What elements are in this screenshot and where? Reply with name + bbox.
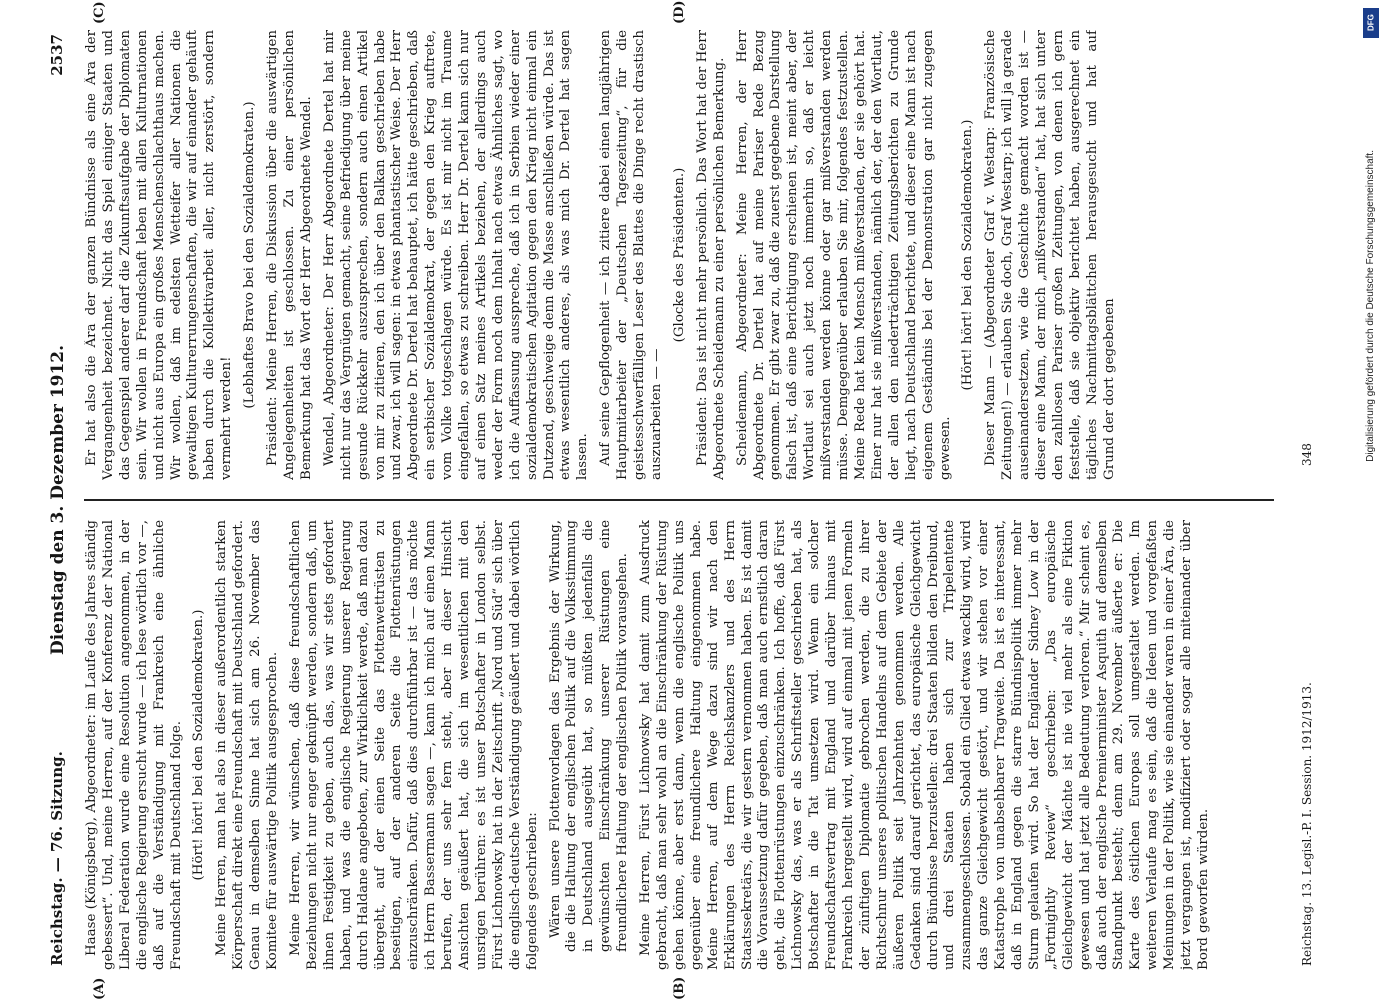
paragraph: Präsident: Das ist nicht mehr persönlich. Das Wort hat der Herr Abgeordnete Scheidemann zu einer persönlichen Bemerkung.: [694, 30, 727, 480]
page-header: [44, 30, 70, 970]
column-divider: [84, 500, 1274, 502]
paragraph: Meine Herren, wir wünschen, daß diese freundschaftlichen Beziehungen nicht nur enger geknüpft werden, sondern daß, um ihnen Festigkeit zu geben, auch das, was wir stets gefordert haben, und was die englische Regierung unserer Regierung durch Haldane angeboten, zur Wirklichkeit werde, daß man dazu übergeht, auf der einen Seite das Flottenwettrüsten zu beseitigen, auf der anderen Seite die Flottenrüstungen einzuschränken. Dafür, daß dies durchführbar ist — das möchte ich Herrn Bassermann sagen —, kann ich mich auf einen Mann berufen, der uns sehr fern steht, aber in dieser Hinsicht Ansichten geäußert hat, die sich im wesentlichen mit den unsrigen berühren: es ist unser Botschafter in London selbst. Fürst Lichnowsky hat in der Zeitschrift „Nord und Süd“ sich über die englisch-deutsche Verständigung geäußert und dabei wörtlich folgendes geschrieben:: [287, 520, 540, 970]
margin-marker-c: (C): [91, 1, 107, 24]
header-session: Reichstag. — 76. Sitzung.: [47, 751, 66, 966]
footer-legislature: Reichstag. 13. Legisl.-P. I. Session. 1912/1913.: [1299, 682, 1314, 966]
digitization-credit: Digitalisierung gefördert durch die Deutsche Forschungsgemeinschaft.: [1365, 150, 1376, 462]
header-date: Dienstag den 3. Dezember 1912.: [47, 344, 68, 656]
margin-marker-a: (A): [91, 977, 107, 1000]
paragraph: Er hat also die Ära der ganzen Bündnisse als eine Ära der Vergangenheit bezeichnet. Nicht das Spiel einiger Staaten und das Gegenspiel anderer darf die Zukunftsaufgabe der Diplomaten sein. Wir wollen in Freundschaft leben mit allen Kulturnationen und nicht aus Europa ein großes Menschenschlachthaus machen. Wir wollen, daß im edelsten Wetteifer aller Nationen die gewaltigen Kulturerrungenschaften, die wir auf einander gehäuft haben durch die Kollektivarbeit aller, nicht zerstört, sondern vermehrt werden!: [83, 30, 234, 480]
margin-marker-b: (B): [671, 976, 687, 1000]
block-quote: Wären unsere Flottenvorlagen das Ergebnis der Wirkung, die die Haltung der englischen Politik auf die Volksstimmung in Deutschland ausgeübt hat, so müßten jedenfalls die gewünschten Einschränkung unserer Rüstungen eine freundlichere Haltung der englischen Politik vorausgehen.: [547, 520, 630, 952]
paragraph: Dieser Mann — (Abgeordneter Graf v. Westarp: Französische Zeitungen!) — erlauben Sie doch, Graf Westarp; ich will ja gerade auseinandersetzen, wie die Geschichte gemacht worden ist — dieser eine Mann, der mich „mißverstanden“ hat, hat sich unter den zahllosen Pariser großen Zeitungen, von denen ich gern feststelle, daß sie objektiv berichtet haben, ausgerechnet ein tägliches Nachmittagsblättchen herausgesucht und hat auf Grund der dort gegebenen: [982, 30, 1117, 480]
paragraph: Meine Herren, Fürst Lichnowsky hat damit zum Ausdruck gebracht, daß man sehr wohl an die Einschränkung der Rüstung gehen könne, aber erst dann, wenn die englische Politik uns gegenüber eine freundlichere Haltung eingenommen habe. Meine Herren, auf dem Wege dazu sind wir nach den Erklärungen des Herrn Reichskanzlers und des Herrn Staatssekretärs, die wir gestern vernommen haben. Es ist damit die Voraussetzung dafür gegeben, daß man auch ernstlich daran geht, die Flottenrüstungen einzuschränken. Ich hoffe, daß Fürst Lichnowsky das, was er als Schriftsteller geschrieben hat, als Botschafter in die Tat umsetzen wird. Wenn ein solcher Freundschaftsvertrag mit England und darüber hinaus mit Frankreich hergestellt wird, wird auf einmal mit jenen Formeln der zünftigen Diplomatie gebrochen werden, die zu ihrer Richtschnur unseres politischen Handelns auf dem Gebiete der äußeren Politik seit Jahrzehnten genommen werden. Alle Gedanken sind darauf gerichtet, das europäische Gleichgewicht durch Bündnisse herzustellen: drei Staaten bilden den Dreibund, und drei Staaten haben sich zur Tripelentente zusammengeschlossen. Sobald ein Glied etwas wacklig wird, wird das ganze Gleichgewicht gestört, und wir stehen vor einer Katastrophe von unabsehbarer Tragweite. Da ist es interessant, daß in England gegen die starre Bündnispolitik immer mehr Sturm gelaufen wird. So hat der Engländer Sidney Low in der „Fortnightly Review“ geschrieben: „Das europäische Gleichgewicht der Mächte ist nie viel mehr als eine Fiktion gewesen und hat jetzt alle Bedeutung verloren.“ Mir scheint es, daß auch der englische Premierminister Asquith auf demselben Standpunkt besteht; denn am 29. November äußerte er: Die Karte des östlichen Europas soll umgestaltet werden. Im weiteren Verlaufe mag es sein, daß die Ideen und vorgefaßten Meinungen in der Politik, wie sie einander waren in einer Ära, die jetzt vergangen ist, modifiziert oder sogar alle miteinander über Bord geworfen würden.: [637, 520, 1211, 970]
paragraph: Meine Herren, man hat also in dieser außerordentlich starken Körperschaft direkt eine Freundschaft mit Deutschland gefordert. Genau in demselben Sinne hat sich am 26. November das Komitee für auswärtige Politik ausgesprochen.: [213, 520, 280, 970]
column-right: [84, 30, 1274, 480]
dfg-logo: DFG: [1363, 8, 1379, 38]
interjection: (Hört! hört! bei den Sozialdemokraten.): [959, 119, 975, 391]
footer-sheet-number: 348: [1299, 443, 1314, 466]
interjection: (Lebhaftes Bravo bei den Sozialdemokraten.): [241, 101, 257, 409]
interjection: (Hört! hört! bei den Sozialdemokraten.): [190, 609, 206, 881]
paragraph: Wendel, Abgeordneter: Der Herr Abgeordnete Dertel hat mir nicht nur das Vergnügen gemacht, seine Befriedigung über meine gesunde Rückkehr auszusprechen, sondern auch einen Artikel von mir zu zitieren, den ich über den Balkan geschrieben habe und zwar, ich will sagen: in etwas phantastischer Weise. Der Herr Abgeordnete Dr. Dertel hat behauptet, ich hätte geschrieben, daß ein serbischer Sozialdemokrat, der gegen den Krieg auftrete, vom Volke totgeschlagen würde. Es ist mir nicht im Traume eingefallen, so etwas zu schreiben. Herr Dr. Dertel kann sich nur auf einen Satz meines Artikels beziehen, der allerdings auch weder der Form noch dem Inhalt nach etwas Ähnliches sagt, wo ich die Auffassung ausspreche, daß ich in Serbien wieder einer sozialdemokratischen Agitation gegen den Krieg nicht einmal ein Dutzend, geschweige denn die Masse anschließen würde. Das ist etwas wesentlich anderes, als was mich Dr. Dertel hat sagen lassen.: [321, 30, 590, 480]
page-number: 2537: [47, 34, 66, 76]
paragraph: Auf seine Gepflogenheit — ich zitiere dabei einen langjährigen Hauptmitarbeiter der „Deutschen Tageszeitung“, für die geistesschwerfälligen Leser des Blattes die Dinge recht drastisch auszuarbeiten — —: [597, 30, 664, 480]
margin-marker-d: (D): [671, 0, 687, 24]
paragraph: Haase (Königsberg), Abgeordneter: im Laufe des Jahres ständig gebessert“. Und, meine Herren, auf der Konferenz der National Liberal Federation wurde eine Resolution angenommen, in der die englische Regierung ersucht wurde — ich lese wörtlich vor —, daß auf die Verständigung mit Frankreich eine ähnliche Freundschaft mit Deutschland folge.: [83, 520, 184, 970]
page-footer: [1300, 34, 1322, 966]
interjection: (Glocke des Präsidenten.): [671, 167, 687, 343]
column-left: [84, 520, 1274, 970]
paragraph: Scheidemann, Abgeordneter: Meine Herren, der Herr Abgeordnete Dr. Dertel hat auf meine Pariser Rede Bezug genommen. Er gibt zwar zu, daß die zuerst gegebene Darstellung falsch ist, daß eine Berichtigung erschienen ist, meint aber, der Wortlaut sei auch jetzt noch immerhin so, daß er leicht mißverstanden werden könne oder gar mißverstanden werden müsse. Demgegenüber erlauben Sie mir, folgendes festzustellen. Meine Rede hat kein Mensch mißverstanden, der sie gehört hat. Einer nur hat sie mißverstanden, nämlich der, der den Wortlaut, der allen den niederträchtigen Zeitungsberichten zu Grunde liegt, nach Deutschland berichtete, und dieser eine Mann ist nach eigenem Geständnis bei der Demonstration gar nicht zugegen gewesen.: [734, 30, 952, 480]
paragraph: Präsident: Meine Herren, die Diskussion über die auswärtigen Angelegenheiten ist geschlossen. Zu einer persönlichen Bemerkung hat das Wort der Herr Abgeordnete Wendel.: [264, 30, 314, 480]
rotated-page-content: [32, 0, 1352, 1000]
